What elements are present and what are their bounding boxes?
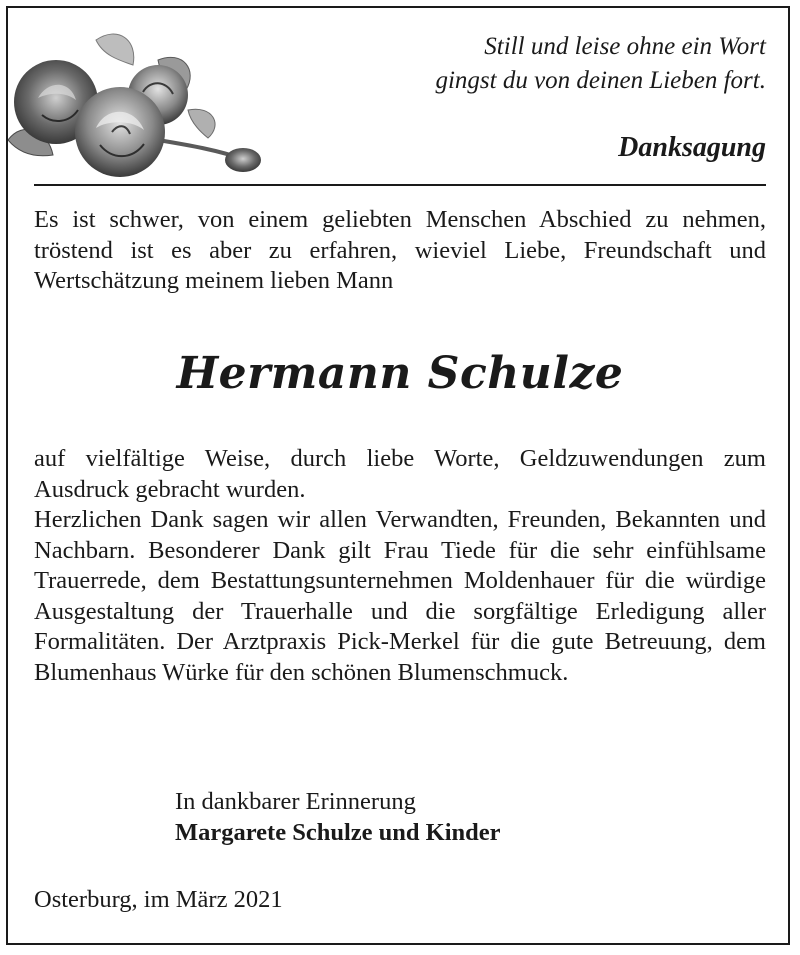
body-paragraph: auf vielfältige Weise, durch liebe Worte, Geldzuwendungen zum Ausdruck gebracht wurden. Herzlichen Dank sagen wir allen Verwandten, Freunden, Bekannten und Nachbarn. Besonderer Dank gilt Frau Tiede für die sehr einfühlsame Trauerrede, dem Bestattungsunternehmen Moldenhauer für die würdige Ausgestaltung der Trauerhalle und die sorgfältige Erledigung aller Formalitäten. Der Arztpraxis Pick-Merkel für die gute Betreuung, dem Blumenhaus Würke für den schönen Blumenschmuck. xyxy=(34,445,766,686)
quote-line-1: Still und leise ohne ein Wort xyxy=(484,33,766,60)
intro-paragraph: Es ist schwer, von einem geliebten Menschen Abschied zu nehmen, tröstend ist es aber zu erfahren, wieviel Liebe, Freundschaft und Wertschätzung meinem lieben Mann xyxy=(34,206,766,294)
signature-family: Margarete Schulze und Kinder xyxy=(175,819,501,846)
danksagung-heading: Danksagung xyxy=(618,132,766,163)
signature-line-1: In dankbarer Erinnerung xyxy=(175,788,416,815)
deceased-name: Hermann Schulze xyxy=(176,348,624,399)
divider xyxy=(34,184,766,186)
quote-line-2: gingst du von deinen Lieben fort. xyxy=(435,67,766,94)
memorial-quote xyxy=(435,30,766,98)
roses-illustration xyxy=(8,20,268,190)
signature-block xyxy=(175,786,501,848)
place-date: Osterburg, im März 2021 xyxy=(34,886,283,913)
